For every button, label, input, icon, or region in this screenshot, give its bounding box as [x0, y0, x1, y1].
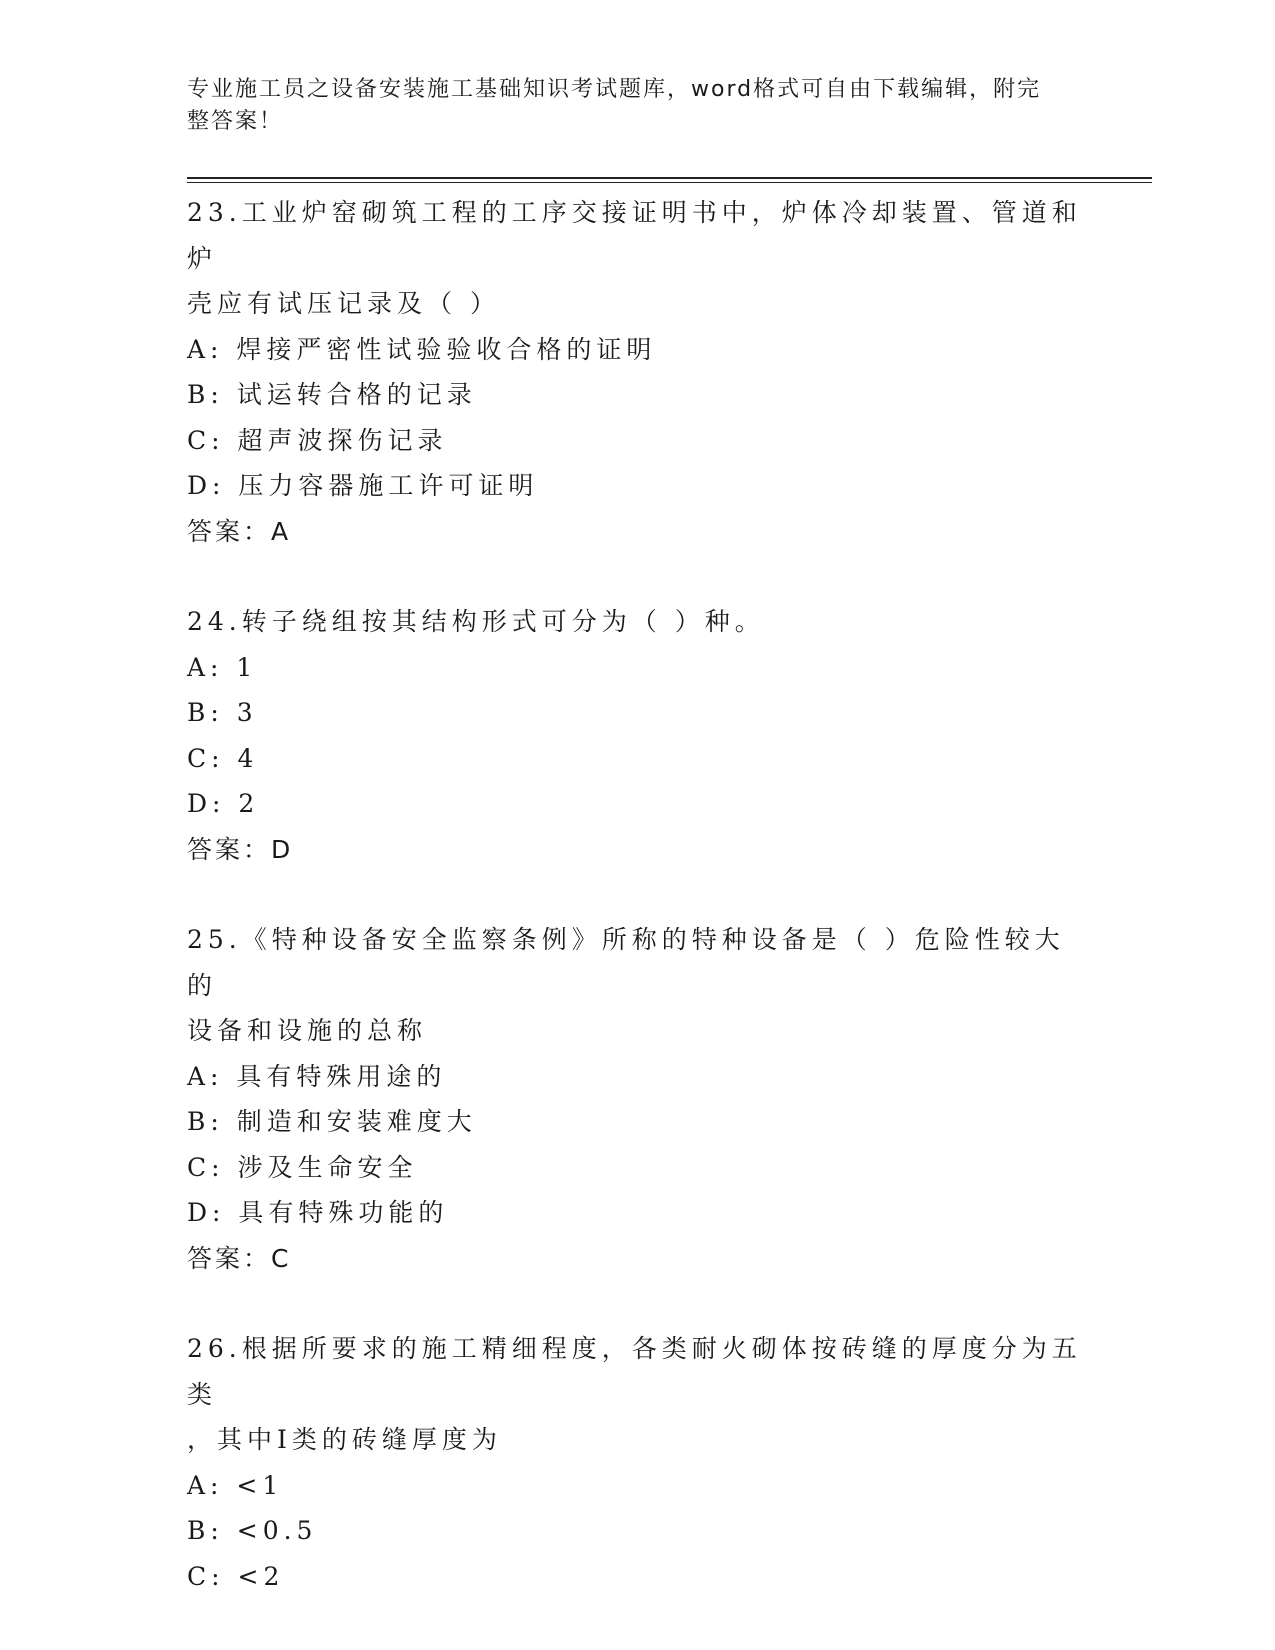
question-stem: 25.《特种设备安全监察条例》所称的特种设备是（ ）危险性较大的: [187, 925, 1065, 1000]
header-divider-thin: [187, 182, 1152, 183]
header-line-1: 专业施工员之设备安装施工基础知识考试题库，word格式可自由下载编辑，附完: [187, 77, 1042, 102]
option-b: B: 3: [187, 698, 258, 727]
option-b: B: <0.5: [187, 1516, 318, 1545]
question-stem: 24.转子绕组按其结构形式可分为（ ）种。: [187, 607, 765, 636]
option-b: B: 制造和安装难度大: [187, 1107, 477, 1136]
option-d: D: 压力容器施工许可证明: [187, 471, 539, 500]
header-divider-thick: [187, 177, 1152, 179]
document-header: [187, 74, 1067, 138]
answer-line: 答案：A: [187, 516, 292, 546]
option-a: A: <1: [187, 1470, 284, 1500]
question-24: [187, 599, 1087, 872]
question-25: [187, 917, 1087, 1281]
question-stem: 23.工业炉窑砌筑工程的工序交接证明书中，炉体冷却装置、管道和炉: [187, 198, 1082, 273]
question-list: [187, 190, 1087, 1644]
question-23: [187, 190, 1087, 554]
header-line-2: 整答案！: [187, 109, 284, 134]
question-stem: 26.根据所要求的施工精细程度，各类耐火砌体按砖缝的厚度分为五类: [187, 1334, 1082, 1409]
option-c: C: 超声波探伤记录: [187, 425, 448, 455]
option-c: C: 4: [187, 743, 259, 773]
answer-line: 答案：D: [187, 834, 294, 864]
question-stem: 设备和设施的总称: [187, 1016, 428, 1045]
question-stem: ，其中Ⅰ类的砖缝厚度为: [187, 1425, 502, 1454]
answer-line: 答案：C: [187, 1243, 292, 1273]
option-c: C: <2: [187, 1561, 285, 1591]
option-a: A: 1: [187, 652, 258, 682]
option-a: A: 具有特殊用途的: [187, 1061, 447, 1091]
option-d: D: 具有特殊功能的: [187, 1198, 449, 1227]
option-b: B: 试运转合格的记录: [187, 380, 477, 409]
option-c: C: 涉及生命安全: [187, 1152, 418, 1182]
question-stem: 壳应有试压记录及（ ）: [187, 289, 500, 318]
question-26: [187, 1326, 1087, 1599]
option-a: A: 焊接严密性试验验收合格的证明: [187, 334, 657, 364]
option-d: D: 2: [187, 789, 260, 818]
